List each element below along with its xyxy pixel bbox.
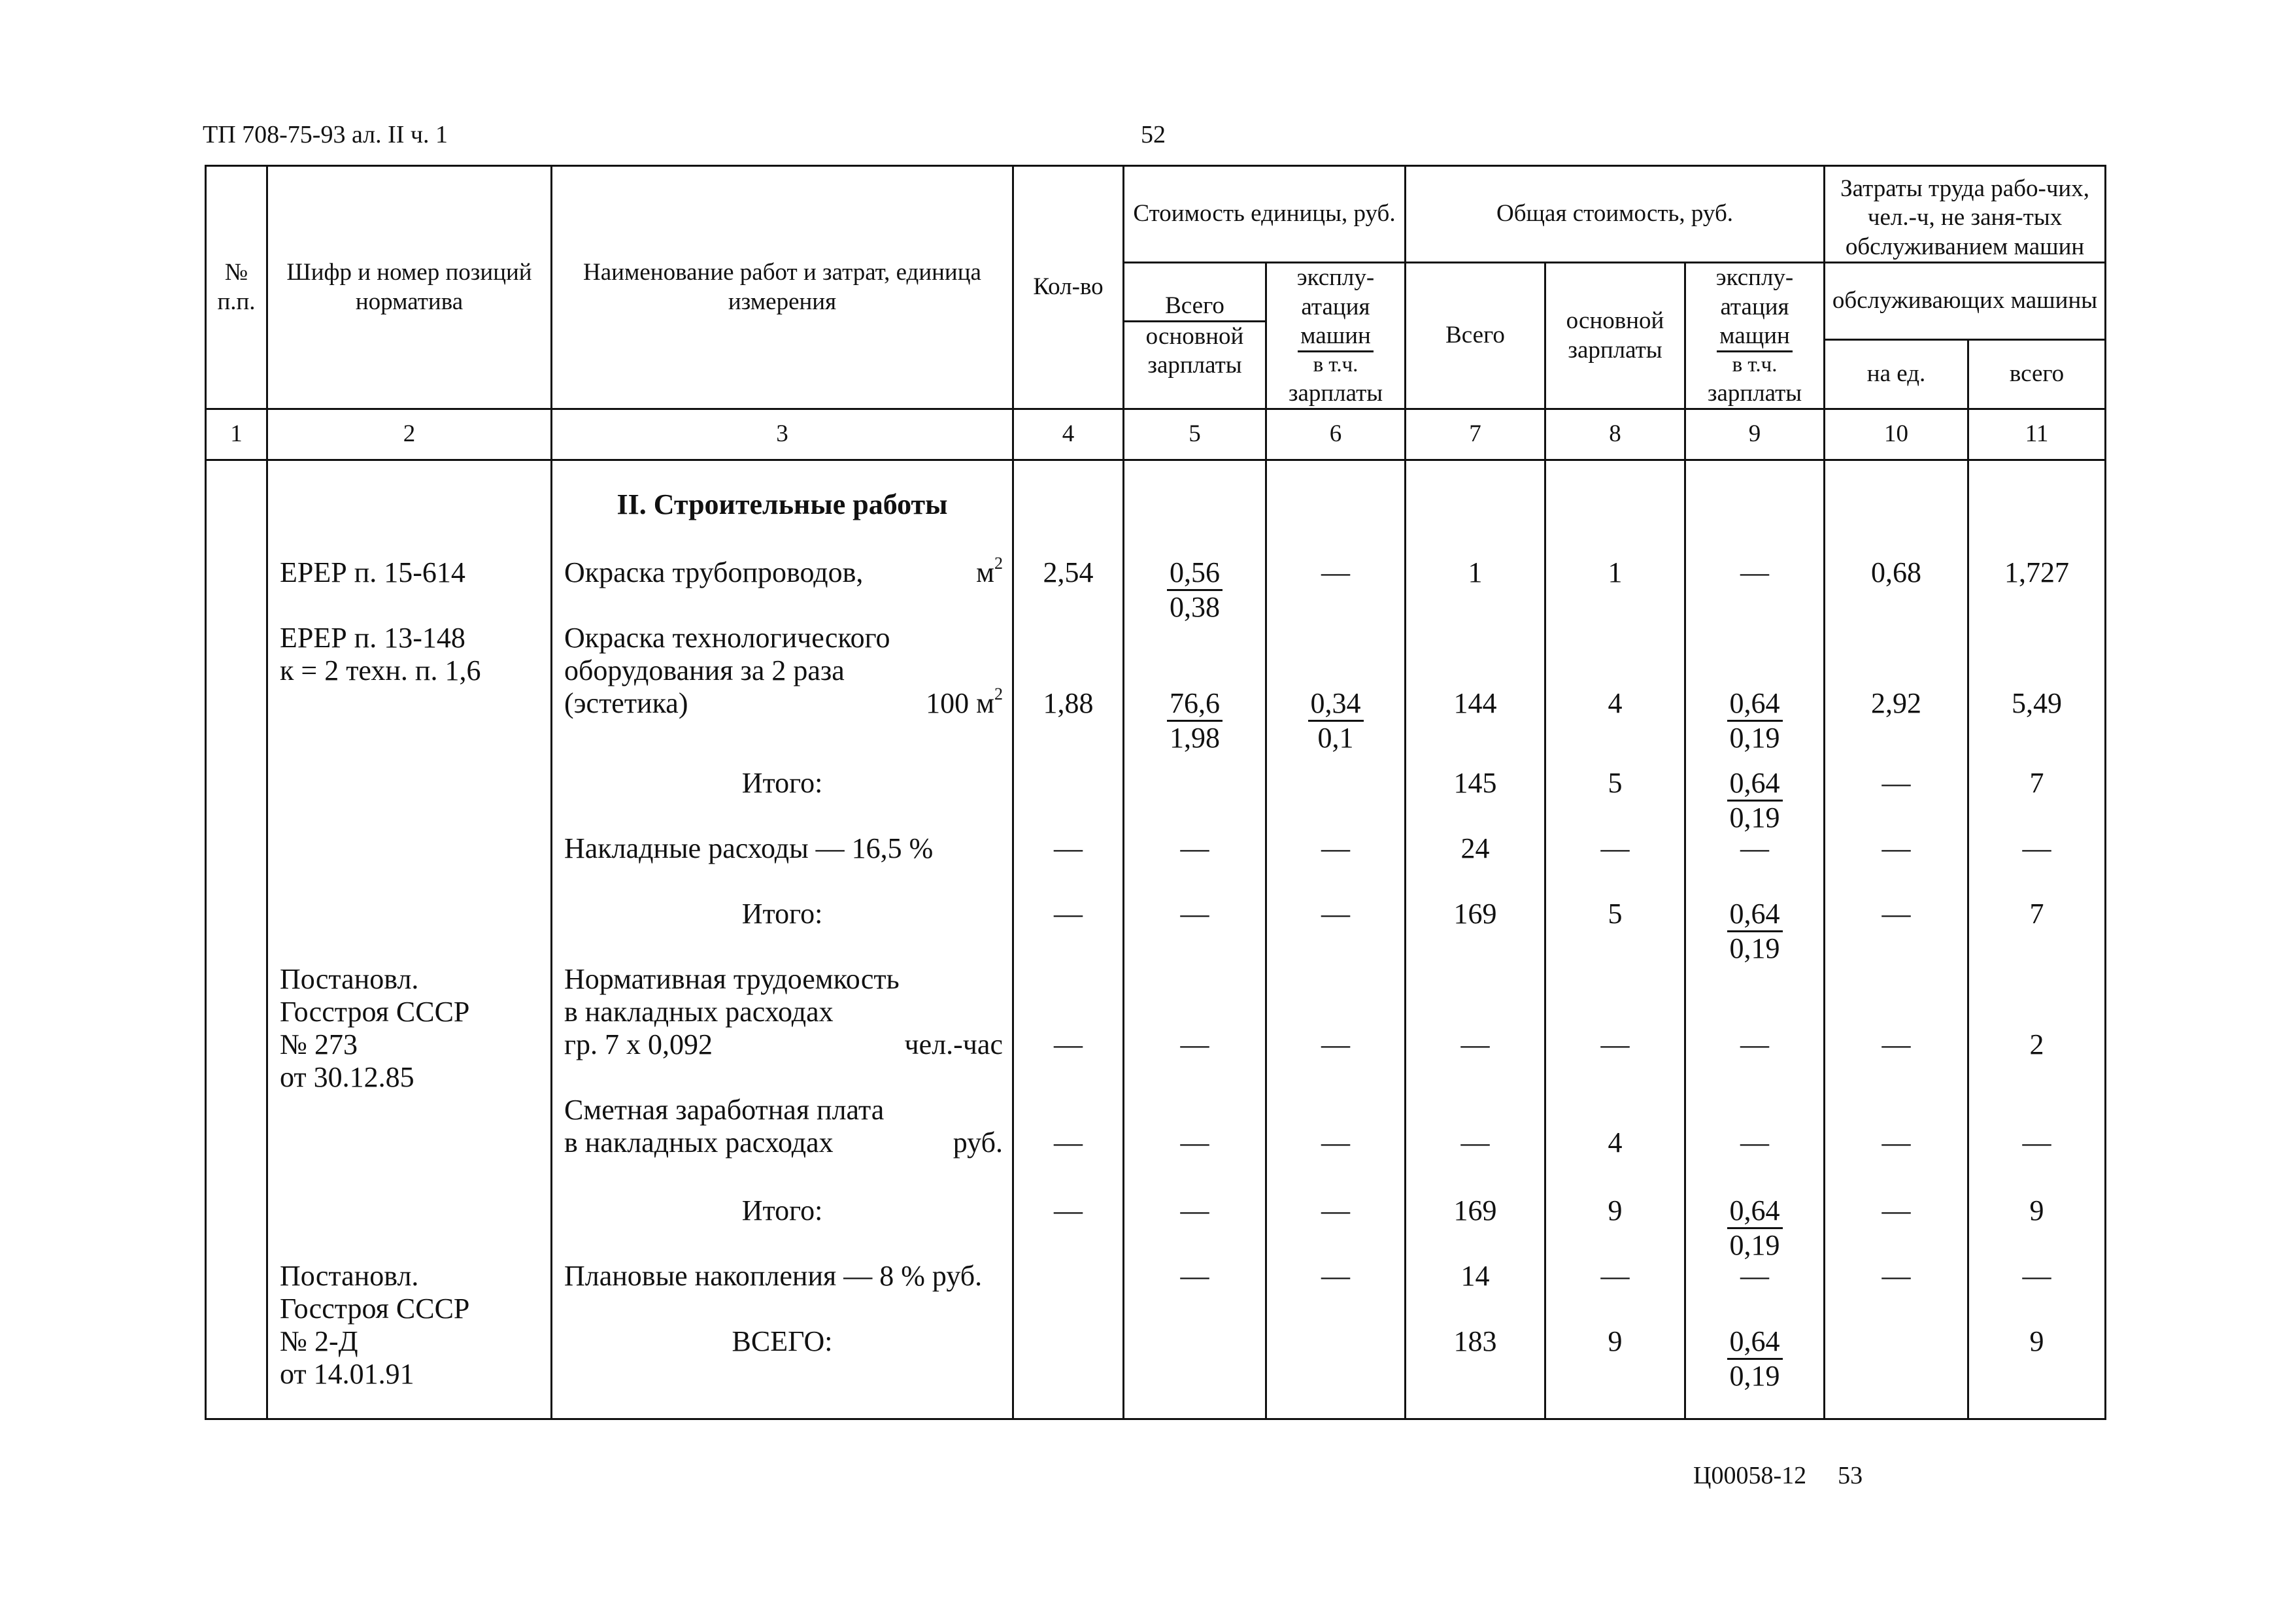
col-number: 5: [1124, 409, 1266, 460]
qty-cell: —: [1054, 1028, 1083, 1061]
header-qty: Кол-во: [1013, 166, 1124, 409]
unit-label: $м^2$: [976, 554, 1003, 589]
total-all-cell: —: [1460, 1126, 1490, 1159]
header-unit-total: $\frac{\text{Всего}}{\text{основной зарплаты}}$: [1124, 263, 1266, 409]
labor-unit-cell: 0,68: [1871, 556, 1922, 589]
labor-all-cell: 9: [2029, 1325, 2044, 1358]
labor-unit-column: [1825, 461, 1967, 1418]
labor-all-cell: —: [2022, 832, 2051, 865]
total-base-cell: 4: [1608, 687, 1623, 720]
work-name: Накладные расходы — 16,5 %: [564, 832, 934, 865]
qty-cell: 2,54: [1043, 556, 1094, 589]
qty-cell: —: [1054, 898, 1083, 930]
labor-all-cell: —: [2022, 1260, 2051, 1293]
header-labor-sub: обслуживающих машины: [1825, 263, 2106, 340]
total-machine-cell: —: [1740, 1126, 1770, 1159]
total-base-cell: 5: [1608, 767, 1623, 800]
code-cell: к = 2 техн. п. 1,6: [280, 654, 481, 687]
header-labor-cost: Затраты труда рабо-чих, чел.-ч, не заня-тых обслуживанием машин: [1825, 166, 2106, 263]
work-name: в накладных расходах: [564, 1126, 834, 1159]
work-name: Плановые накопления — 8 % руб.: [564, 1260, 983, 1293]
labor-all-cell: 7: [2029, 767, 2044, 800]
total-base-cell: —: [1600, 1260, 1630, 1293]
code-cell: ЕРЕР п. 15-614: [280, 556, 465, 589]
col-number: 11: [1968, 409, 2106, 460]
total-machine-fraction: $\frac{0,64}{0,19}$: [1686, 898, 1823, 965]
col-number: 10: [1825, 409, 1968, 460]
code-cell: от 14.01.91: [280, 1358, 414, 1391]
labor-all-cell: —: [2022, 1126, 2051, 1159]
col-number: 1: [206, 409, 267, 460]
unit-machine-cell: —: [1321, 1028, 1350, 1061]
total-machine-fraction: $\frac{0,64}{0,19}$: [1686, 687, 1823, 754]
unit-machine-column: [1267, 461, 1404, 1418]
unit-machine-cell: —: [1321, 1194, 1350, 1227]
page-number: 52: [1141, 121, 1166, 148]
code-cell: № 273: [280, 1028, 358, 1061]
total-machine-column: [1686, 461, 1823, 1418]
unit-machine-cell: —: [1321, 832, 1350, 865]
labor-unit-cell: —: [1881, 1194, 1911, 1227]
labor-unit-cell: —: [1881, 1126, 1911, 1159]
unit-machine-cell: —: [1321, 1126, 1350, 1159]
total-all-cell: 14: [1460, 1260, 1490, 1293]
total-machine-cell: —: [1740, 832, 1770, 865]
work-name: Нормативная трудоемкость: [564, 963, 900, 996]
header-total-cost: Общая стоимость, руб.: [1406, 166, 1825, 263]
labor-unit-cell: —: [1881, 832, 1911, 865]
total-base-cell: —: [1600, 832, 1630, 865]
total-all-cell: 169: [1453, 898, 1497, 930]
num-column: [207, 461, 266, 1418]
unit-label: 100 $м^2$: [926, 685, 1003, 720]
col-number: 9: [1685, 409, 1825, 460]
footer-code: Ц00058-12: [1693, 1462, 1807, 1489]
unit-machine-cell: —: [1321, 898, 1350, 930]
code-column: [268, 461, 550, 1418]
work-name: Окраска технологического: [564, 622, 890, 654]
unit-label: руб.: [953, 1126, 1003, 1159]
col-number: 4: [1013, 409, 1124, 460]
qty-cell: —: [1054, 832, 1083, 865]
work-name: гр. 7 х 0,092: [564, 1028, 713, 1061]
header-labor-all: всего: [1968, 339, 2106, 409]
total-base-cell: 9: [1608, 1325, 1623, 1358]
total-base-cell: 4: [1608, 1126, 1623, 1159]
header-unit-cost: Стоимость единицы, руб.: [1124, 166, 1406, 263]
unit-machine-cell: —: [1321, 1260, 1350, 1293]
name-column: [552, 461, 1012, 1418]
labor-unit-cell: —: [1881, 1028, 1911, 1061]
qty-column: [1014, 461, 1122, 1418]
header-unit-machine: эксплу-атация $\frac{\text{машин}}{\text{в т.ч.}}$ зарплаты: [1266, 263, 1406, 409]
work-name: оборудования за 2 раза: [564, 654, 845, 687]
labor-all-cell: 7: [2029, 898, 2044, 930]
total-all-cell: 183: [1453, 1325, 1497, 1358]
unit-total-fraction: $\frac{0,56}{0,38}$: [1124, 556, 1265, 624]
unit-label: чел.-час: [904, 1028, 1003, 1061]
total-base-cell: —: [1600, 1028, 1630, 1061]
total-base-cell: 5: [1608, 898, 1623, 930]
code-cell: от 30.12.85: [280, 1061, 414, 1094]
header-total-base: основной зарплаты: [1545, 263, 1685, 409]
unit-machine-cell: —: [1321, 556, 1350, 589]
subtotal-label: Итого:: [741, 1194, 823, 1227]
document-number: ТП 708-75-93 ал. II ч. 1: [203, 121, 448, 148]
unit-total-column: [1124, 461, 1265, 1418]
total-machine-fraction: $\frac{0,64}{0,19}$: [1686, 1325, 1823, 1393]
total-machine-fraction: $\frac{0,64}{0,19}$: [1686, 1194, 1823, 1262]
total-all-column: [1406, 461, 1544, 1418]
labor-all-cell: 9: [2029, 1194, 2044, 1227]
unit-total-fraction: $\frac{76,6}{1,98}$: [1124, 687, 1265, 754]
footer-page: 53: [1838, 1462, 1863, 1489]
labor-unit-cell: —: [1881, 898, 1911, 930]
total-base-cell: 9: [1608, 1194, 1623, 1227]
unit-total-cell: —: [1180, 1028, 1209, 1061]
total-all-cell: 144: [1453, 687, 1497, 720]
code-cell: ЕРЕР п. 13-148: [280, 622, 465, 654]
qty-cell: —: [1054, 1194, 1083, 1227]
code-cell: Постановл.: [280, 963, 419, 996]
estimate-table: [205, 165, 2106, 1420]
work-name: в накладных расходах: [564, 996, 834, 1028]
header-total-machine: эксплу-атация $\frac{\text{мащин}}{\text{в т.ч.}}$ зарплаты: [1685, 263, 1825, 409]
section-title: II. Строительные работы: [616, 488, 948, 521]
col-number: 7: [1406, 409, 1545, 460]
col-number: 8: [1545, 409, 1685, 460]
subtotal-label: Итого:: [741, 767, 823, 800]
total-all-cell: 169: [1453, 1194, 1497, 1227]
labor-all-cell: 2: [2029, 1028, 2044, 1061]
work-name: (эстетика): [564, 687, 688, 720]
total-all-cell: 145: [1453, 767, 1497, 800]
labor-unit-cell: —: [1881, 1260, 1911, 1293]
total-machine-cell: —: [1740, 1260, 1770, 1293]
header-name: Наименование работ и затрат, единица измерения: [552, 166, 1013, 409]
total-all-cell: 1: [1468, 556, 1483, 589]
footer: [1693, 1463, 1863, 1488]
code-cell: Постановл.: [280, 1260, 419, 1293]
unit-total-cell: —: [1180, 832, 1209, 865]
total-base-column: [1546, 461, 1684, 1418]
total-machine-fraction: $\frac{0,64}{0,19}$: [1686, 767, 1823, 834]
code-cell: № 2-Д: [280, 1325, 358, 1358]
header-labor-per-unit: на ед.: [1825, 339, 1968, 409]
unit-total-cell: —: [1180, 1260, 1209, 1293]
total-label: ВСЕГО:: [732, 1325, 833, 1358]
labor-all-cell: 5,49: [2012, 687, 2063, 720]
header-total-all: Всего: [1406, 263, 1545, 409]
col-number: 6: [1266, 409, 1406, 460]
labor-all-cell: 1,727: [2004, 556, 2070, 589]
labor-unit-cell: —: [1881, 767, 1911, 800]
col-number: 3: [552, 409, 1013, 460]
qty-cell: —: [1054, 1126, 1083, 1159]
col-number: 2: [267, 409, 552, 460]
header-num: № п.п.: [206, 166, 267, 409]
total-machine-cell: —: [1740, 556, 1770, 589]
unit-machine-fraction: $\frac{0,34}{0,1}$: [1267, 687, 1404, 754]
unit-total-cell: —: [1180, 898, 1209, 930]
total-machine-cell: —: [1740, 1028, 1770, 1061]
code-cell: Госстроя СССР: [280, 1293, 470, 1325]
total-all-cell: 24: [1460, 832, 1490, 865]
total-all-cell: —: [1460, 1028, 1490, 1061]
unit-total-cell: —: [1180, 1126, 1209, 1159]
header-code: Шифр и номер позиций норматива: [267, 166, 552, 409]
qty-cell: 1,88: [1043, 687, 1094, 720]
unit-total-cell: —: [1180, 1194, 1209, 1227]
work-name: Окраска трубопроводов,: [564, 556, 864, 589]
total-base-cell: 1: [1608, 556, 1623, 589]
subtotal-label: Итого:: [741, 898, 823, 930]
labor-all-column: [1969, 461, 2104, 1418]
code-cell: Госстроя СССР: [280, 996, 470, 1028]
labor-unit-cell: 2,92: [1871, 687, 1922, 720]
work-name: Сметная заработная плата: [564, 1094, 885, 1126]
